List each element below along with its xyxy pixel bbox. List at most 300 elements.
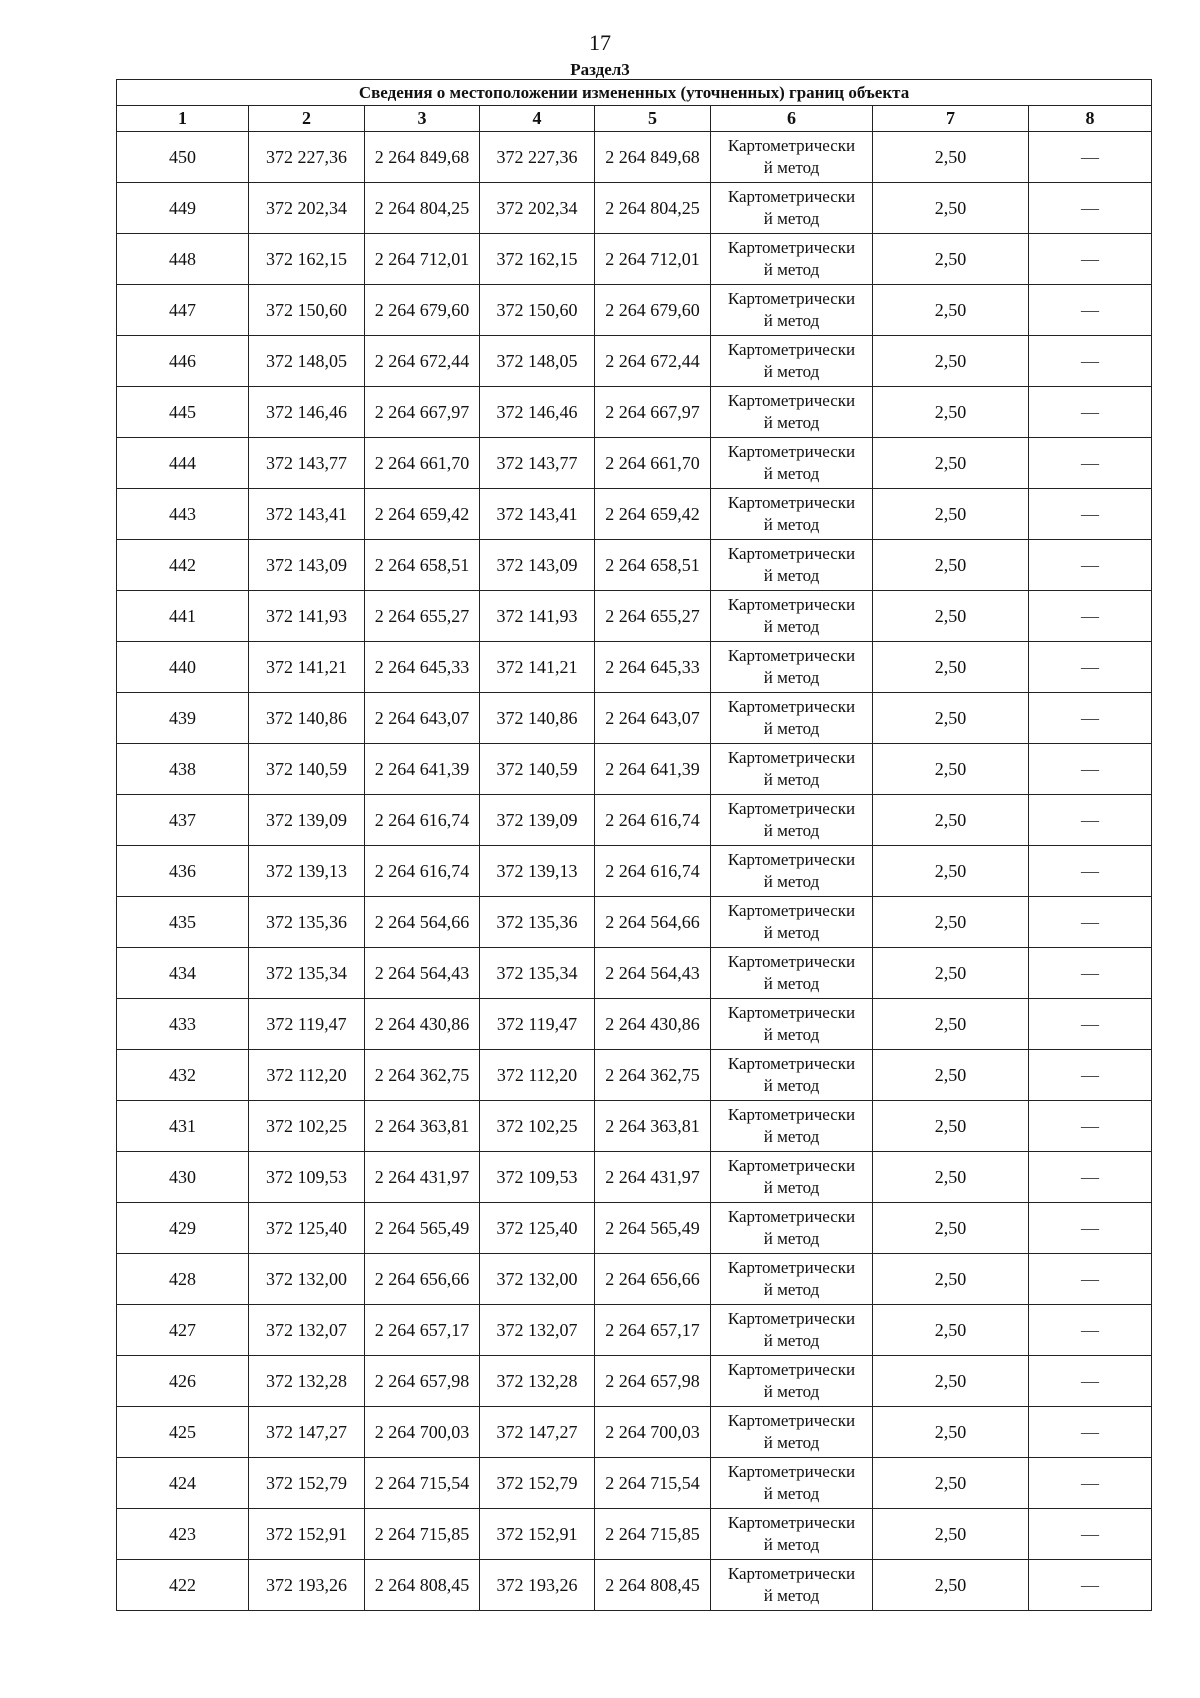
refined-x-cell: 372 152,91 [480, 1509, 595, 1560]
refined-x-cell: 372 109,53 [480, 1152, 595, 1203]
existing-y-cell: 2 264 616,74 [365, 846, 480, 897]
description-cell: — [1029, 489, 1152, 540]
point-number-cell: 442 [117, 540, 249, 591]
table-row [117, 1050, 1152, 1101]
method-line-2: й метод [763, 974, 820, 993]
refined-x-cell: 372 141,21 [480, 642, 595, 693]
table-row [117, 489, 1152, 540]
method-cell [711, 438, 873, 489]
existing-x-cell: 372 152,79 [249, 1458, 365, 1509]
refined-y-cell: 2 264 672,44 [595, 336, 711, 387]
refined-x-cell: 372 140,86 [480, 693, 595, 744]
page-number: 17 [589, 30, 611, 55]
existing-x-cell: 372 139,09 [249, 795, 365, 846]
method-line-1: Картометрически [727, 136, 856, 155]
method-line-2: й метод [763, 668, 820, 687]
point-number-cell: 439 [117, 693, 249, 744]
method-line-1: Картометрически [727, 1309, 856, 1328]
existing-x-cell: 372 135,34 [249, 948, 365, 999]
method-line-1: Картометрически [727, 1156, 856, 1175]
existing-x-cell: 372 193,26 [249, 1560, 365, 1611]
method-cell [711, 336, 873, 387]
method-cell [711, 285, 873, 336]
table-row [117, 1101, 1152, 1152]
accuracy-cell: 2,50 [873, 642, 1029, 693]
table-row [117, 1152, 1152, 1203]
table-row [117, 1254, 1152, 1305]
table-row [117, 897, 1152, 948]
method-line-2: й метод [763, 1178, 820, 1197]
existing-x-cell: 372 202,34 [249, 183, 365, 234]
refined-x-cell: 372 135,36 [480, 897, 595, 948]
accuracy-cell: 2,50 [873, 744, 1029, 795]
method-cell [711, 744, 873, 795]
method-line-1: Картометрически [727, 493, 856, 512]
existing-x-cell: 372 135,36 [249, 897, 365, 948]
description-cell: — [1029, 744, 1152, 795]
method-cell [711, 1254, 873, 1305]
existing-x-cell: 372 140,86 [249, 693, 365, 744]
refined-y-cell: 2 264 658,51 [595, 540, 711, 591]
existing-x-cell: 372 119,47 [249, 999, 365, 1050]
table-row [117, 336, 1152, 387]
refined-x-cell: 372 143,41 [480, 489, 595, 540]
table-row [117, 1407, 1152, 1458]
refined-y-cell: 2 264 616,74 [595, 846, 711, 897]
existing-y-cell: 2 264 658,51 [365, 540, 480, 591]
method-line-2: й метод [763, 1484, 820, 1503]
description-cell: — [1029, 1560, 1152, 1611]
existing-x-cell: 372 132,00 [249, 1254, 365, 1305]
existing-y-cell: 2 264 808,45 [365, 1560, 480, 1611]
method-line-1: Картометрически [727, 1207, 856, 1226]
method-line-2: й метод [763, 1535, 820, 1554]
existing-y-cell: 2 264 667,97 [365, 387, 480, 438]
method-line-1: Картометрически [727, 646, 856, 665]
point-number-cell: 430 [117, 1152, 249, 1203]
refined-y-cell: 2 264 564,66 [595, 897, 711, 948]
description-cell: — [1029, 285, 1152, 336]
existing-y-cell: 2 264 431,97 [365, 1152, 480, 1203]
method-cell [711, 1101, 873, 1152]
point-number-cell: 436 [117, 846, 249, 897]
existing-x-cell: 372 147,27 [249, 1407, 365, 1458]
refined-x-cell: 372 132,28 [480, 1356, 595, 1407]
method-line-1: Картометрически [727, 799, 856, 818]
table-row [117, 1560, 1152, 1611]
accuracy-cell: 2,50 [873, 1458, 1029, 1509]
existing-y-cell: 2 264 659,42 [365, 489, 480, 540]
refined-x-cell: 372 152,79 [480, 1458, 595, 1509]
table-row [117, 438, 1152, 489]
existing-x-cell: 372 143,09 [249, 540, 365, 591]
method-line-2: й метод [763, 1382, 820, 1401]
method-cell [711, 132, 873, 183]
description-cell: — [1029, 540, 1152, 591]
refined-y-cell: 2 264 657,17 [595, 1305, 711, 1356]
method-line-1: Картометрически [727, 595, 856, 614]
method-cell [711, 1509, 873, 1560]
point-number-cell: 423 [117, 1509, 249, 1560]
accuracy-cell: 2,50 [873, 1101, 1029, 1152]
method-line-1: Картометрически [727, 187, 856, 206]
method-line-2: й метод [763, 617, 820, 636]
refined-x-cell: 372 135,34 [480, 948, 595, 999]
description-cell: — [1029, 1152, 1152, 1203]
method-cell [711, 948, 873, 999]
refined-x-cell: 372 146,46 [480, 387, 595, 438]
description-cell: — [1029, 999, 1152, 1050]
description-cell: — [1029, 846, 1152, 897]
accuracy-cell: 2,50 [873, 489, 1029, 540]
accuracy-cell: 2,50 [873, 693, 1029, 744]
refined-y-cell: 2 264 808,45 [595, 1560, 711, 1611]
description-cell: — [1029, 1305, 1152, 1356]
method-cell [711, 1203, 873, 1254]
column-number: 8 [1029, 106, 1152, 132]
method-cell [711, 897, 873, 948]
method-line-1: Картометрически [727, 544, 856, 563]
column-number: 2 [249, 106, 365, 132]
method-cell [711, 693, 873, 744]
existing-x-cell: 372 109,53 [249, 1152, 365, 1203]
accuracy-cell: 2,50 [873, 387, 1029, 438]
refined-y-cell: 2 264 656,66 [595, 1254, 711, 1305]
method-line-1: Картометрически [727, 442, 856, 461]
point-number-cell: 426 [117, 1356, 249, 1407]
method-line-2: й метод [763, 1076, 820, 1095]
table-row [117, 744, 1152, 795]
description-cell: — [1029, 948, 1152, 999]
point-number-cell: 438 [117, 744, 249, 795]
existing-y-cell: 2 264 362,75 [365, 1050, 480, 1101]
refined-x-cell: 372 193,26 [480, 1560, 595, 1611]
boundary-coordinates-table [116, 79, 1152, 1611]
description-cell: — [1029, 1407, 1152, 1458]
accuracy-cell: 2,50 [873, 1050, 1029, 1101]
table-row [117, 999, 1152, 1050]
accuracy-cell: 2,50 [873, 999, 1029, 1050]
refined-x-cell: 372 150,60 [480, 285, 595, 336]
method-cell [711, 591, 873, 642]
point-number-cell: 450 [117, 132, 249, 183]
method-line-2: й метод [763, 821, 820, 840]
existing-x-cell: 372 141,93 [249, 591, 365, 642]
method-cell [711, 1050, 873, 1101]
method-line-1: Картометрически [727, 1564, 856, 1583]
accuracy-cell: 2,50 [873, 336, 1029, 387]
existing-x-cell: 372 125,40 [249, 1203, 365, 1254]
accuracy-cell: 2,50 [873, 1203, 1029, 1254]
existing-y-cell: 2 264 712,01 [365, 234, 480, 285]
method-line-2: й метод [763, 719, 820, 738]
method-line-1: Картометрически [727, 1513, 856, 1532]
refined-x-cell: 372 143,77 [480, 438, 595, 489]
point-number-cell: 447 [117, 285, 249, 336]
refined-y-cell: 2 264 661,70 [595, 438, 711, 489]
table-body [117, 132, 1152, 1611]
refined-y-cell: 2 264 431,97 [595, 1152, 711, 1203]
point-number-cell: 433 [117, 999, 249, 1050]
description-cell: — [1029, 132, 1152, 183]
existing-y-cell: 2 264 661,70 [365, 438, 480, 489]
existing-y-cell: 2 264 657,98 [365, 1356, 480, 1407]
existing-x-cell: 372 139,13 [249, 846, 365, 897]
accuracy-cell: 2,50 [873, 897, 1029, 948]
refined-x-cell: 372 148,05 [480, 336, 595, 387]
existing-y-cell: 2 264 655,27 [365, 591, 480, 642]
method-cell [711, 1152, 873, 1203]
column-number: 5 [595, 106, 711, 132]
method-cell [711, 846, 873, 897]
existing-y-cell: 2 264 849,68 [365, 132, 480, 183]
method-line-2: й метод [763, 1433, 820, 1452]
existing-x-cell: 372 162,15 [249, 234, 365, 285]
table-row [117, 183, 1152, 234]
existing-y-cell: 2 264 700,03 [365, 1407, 480, 1458]
table-row [117, 948, 1152, 999]
description-cell: — [1029, 234, 1152, 285]
method-line-2: й метод [763, 770, 820, 789]
table-row [117, 1509, 1152, 1560]
column-number: 4 [480, 106, 595, 132]
table-row [117, 795, 1152, 846]
refined-x-cell: 372 139,13 [480, 846, 595, 897]
method-line-2: й метод [763, 1331, 820, 1350]
description-cell: — [1029, 795, 1152, 846]
refined-y-cell: 2 264 616,74 [595, 795, 711, 846]
accuracy-cell: 2,50 [873, 1356, 1029, 1407]
section-title: Раздел3 [570, 60, 630, 79]
accuracy-cell: 2,50 [873, 1407, 1029, 1458]
method-line-1: Картометрически [727, 952, 856, 971]
accuracy-cell: 2,50 [873, 1560, 1029, 1611]
accuracy-cell: 2,50 [873, 234, 1029, 285]
point-number-cell: 432 [117, 1050, 249, 1101]
method-line-2: й метод [763, 260, 820, 279]
existing-y-cell: 2 264 804,25 [365, 183, 480, 234]
point-number-cell: 431 [117, 1101, 249, 1152]
method-line-1: Картометрически [727, 289, 856, 308]
existing-y-cell: 2 264 641,39 [365, 744, 480, 795]
column-number: 3 [365, 106, 480, 132]
table-row [117, 693, 1152, 744]
existing-x-cell: 372 132,28 [249, 1356, 365, 1407]
accuracy-cell: 2,50 [873, 948, 1029, 999]
existing-y-cell: 2 264 565,49 [365, 1203, 480, 1254]
method-cell [711, 795, 873, 846]
accuracy-cell: 2,50 [873, 540, 1029, 591]
method-line-1: Картометрически [727, 748, 856, 767]
description-cell: — [1029, 1356, 1152, 1407]
existing-x-cell: 372 146,46 [249, 387, 365, 438]
refined-x-cell: 372 227,36 [480, 132, 595, 183]
refined-x-cell: 372 139,09 [480, 795, 595, 846]
method-line-1: Картометрически [727, 1003, 856, 1022]
point-number-cell: 437 [117, 795, 249, 846]
description-cell: — [1029, 387, 1152, 438]
table-row [117, 234, 1152, 285]
refined-y-cell: 2 264 700,03 [595, 1407, 711, 1458]
method-line-1: Картометрически [727, 901, 856, 920]
accuracy-cell: 2,50 [873, 591, 1029, 642]
point-number-cell: 427 [117, 1305, 249, 1356]
existing-x-cell: 372 148,05 [249, 336, 365, 387]
accuracy-cell: 2,50 [873, 1509, 1029, 1560]
table-row [117, 1458, 1152, 1509]
refined-y-cell: 2 264 659,42 [595, 489, 711, 540]
existing-x-cell: 372 152,91 [249, 1509, 365, 1560]
refined-y-cell: 2 264 804,25 [595, 183, 711, 234]
existing-y-cell: 2 264 672,44 [365, 336, 480, 387]
refined-y-cell: 2 264 849,68 [595, 132, 711, 183]
description-cell: — [1029, 183, 1152, 234]
refined-y-cell: 2 264 679,60 [595, 285, 711, 336]
method-line-2: й метод [763, 1025, 820, 1044]
method-cell [711, 540, 873, 591]
point-number-cell: 441 [117, 591, 249, 642]
accuracy-cell: 2,50 [873, 285, 1029, 336]
method-line-1: Картометрически [727, 1105, 856, 1124]
point-number-cell: 446 [117, 336, 249, 387]
existing-y-cell: 2 264 430,86 [365, 999, 480, 1050]
method-cell [711, 1356, 873, 1407]
description-cell: — [1029, 1101, 1152, 1152]
point-number-cell: 449 [117, 183, 249, 234]
point-number-cell: 422 [117, 1560, 249, 1611]
table-row [117, 1203, 1152, 1254]
method-cell [711, 1560, 873, 1611]
description-cell: — [1029, 693, 1152, 744]
method-line-2: й метод [763, 311, 820, 330]
existing-y-cell: 2 264 643,07 [365, 693, 480, 744]
description-cell: — [1029, 1254, 1152, 1305]
table-row [117, 540, 1152, 591]
description-cell: — [1029, 591, 1152, 642]
method-line-1: Картометрически [727, 1411, 856, 1430]
method-cell [711, 1458, 873, 1509]
refined-y-cell: 2 264 645,33 [595, 642, 711, 693]
method-line-1: Картометрически [727, 697, 856, 716]
table-row [117, 132, 1152, 183]
method-line-1: Картометрически [727, 238, 856, 257]
method-cell [711, 234, 873, 285]
table-row [117, 1305, 1152, 1356]
point-number-cell: 440 [117, 642, 249, 693]
existing-x-cell: 372 227,36 [249, 132, 365, 183]
method-line-2: й метод [763, 362, 820, 381]
description-cell: — [1029, 897, 1152, 948]
existing-y-cell: 2 264 679,60 [365, 285, 480, 336]
method-line-2: й метод [763, 872, 820, 891]
accuracy-cell: 2,50 [873, 846, 1029, 897]
point-number-cell: 428 [117, 1254, 249, 1305]
refined-x-cell: 372 162,15 [480, 234, 595, 285]
existing-y-cell: 2 264 564,66 [365, 897, 480, 948]
accuracy-cell: 2,50 [873, 1305, 1029, 1356]
column-number: 6 [711, 106, 873, 132]
refined-x-cell: 372 141,93 [480, 591, 595, 642]
method-line-2: й метод [763, 1229, 820, 1248]
refined-y-cell: 2 264 712,01 [595, 234, 711, 285]
existing-y-cell: 2 264 616,74 [365, 795, 480, 846]
refined-y-cell: 2 264 641,39 [595, 744, 711, 795]
method-line-2: й метод [763, 566, 820, 585]
accuracy-cell: 2,50 [873, 795, 1029, 846]
accuracy-cell: 2,50 [873, 438, 1029, 489]
existing-x-cell: 372 141,21 [249, 642, 365, 693]
refined-y-cell: 2 264 715,85 [595, 1509, 711, 1560]
method-cell [711, 489, 873, 540]
existing-y-cell: 2 264 645,33 [365, 642, 480, 693]
refined-x-cell: 372 143,09 [480, 540, 595, 591]
accuracy-cell: 2,50 [873, 183, 1029, 234]
existing-x-cell: 372 132,07 [249, 1305, 365, 1356]
point-number-cell: 425 [117, 1407, 249, 1458]
accuracy-cell: 2,50 [873, 1254, 1029, 1305]
refined-x-cell: 372 147,27 [480, 1407, 595, 1458]
method-line-2: й метод [763, 413, 820, 432]
method-line-2: й метод [763, 923, 820, 942]
method-cell [711, 387, 873, 438]
refined-y-cell: 2 264 363,81 [595, 1101, 711, 1152]
table-caption: Сведения о местоположении измененных (уточненных) границ объекта [117, 80, 1152, 106]
existing-y-cell: 2 264 715,54 [365, 1458, 480, 1509]
refined-y-cell: 2 264 667,97 [595, 387, 711, 438]
existing-y-cell: 2 264 656,66 [365, 1254, 480, 1305]
refined-y-cell: 2 264 655,27 [595, 591, 711, 642]
refined-x-cell: 372 140,59 [480, 744, 595, 795]
table-row [117, 642, 1152, 693]
method-cell [711, 1407, 873, 1458]
description-cell: — [1029, 1458, 1152, 1509]
refined-x-cell: 372 132,00 [480, 1254, 595, 1305]
existing-x-cell: 372 143,41 [249, 489, 365, 540]
refined-x-cell: 372 132,07 [480, 1305, 595, 1356]
description-cell: — [1029, 1203, 1152, 1254]
refined-y-cell: 2 264 715,54 [595, 1458, 711, 1509]
point-number-cell: 435 [117, 897, 249, 948]
existing-x-cell: 372 102,25 [249, 1101, 365, 1152]
description-cell: — [1029, 1509, 1152, 1560]
description-cell: — [1029, 438, 1152, 489]
table-row [117, 1356, 1152, 1407]
method-cell [711, 1305, 873, 1356]
existing-x-cell: 372 150,60 [249, 285, 365, 336]
method-line-1: Картометрически [727, 1054, 856, 1073]
refined-y-cell: 2 264 564,43 [595, 948, 711, 999]
method-line-2: й метод [763, 1280, 820, 1299]
refined-y-cell: 2 264 362,75 [595, 1050, 711, 1101]
point-number-cell: 448 [117, 234, 249, 285]
refined-y-cell: 2 264 643,07 [595, 693, 711, 744]
column-number: 7 [873, 106, 1029, 132]
table-row [117, 285, 1152, 336]
existing-x-cell: 372 140,59 [249, 744, 365, 795]
table-row [117, 846, 1152, 897]
refined-y-cell: 2 264 657,98 [595, 1356, 711, 1407]
description-cell: — [1029, 642, 1152, 693]
existing-y-cell: 2 264 715,85 [365, 1509, 480, 1560]
method-line-1: Картометрически [727, 391, 856, 410]
accuracy-cell: 2,50 [873, 132, 1029, 183]
refined-x-cell: 372 125,40 [480, 1203, 595, 1254]
description-cell: — [1029, 1050, 1152, 1101]
description-cell: — [1029, 336, 1152, 387]
table-row [117, 387, 1152, 438]
refined-x-cell: 372 202,34 [480, 183, 595, 234]
method-cell [711, 999, 873, 1050]
